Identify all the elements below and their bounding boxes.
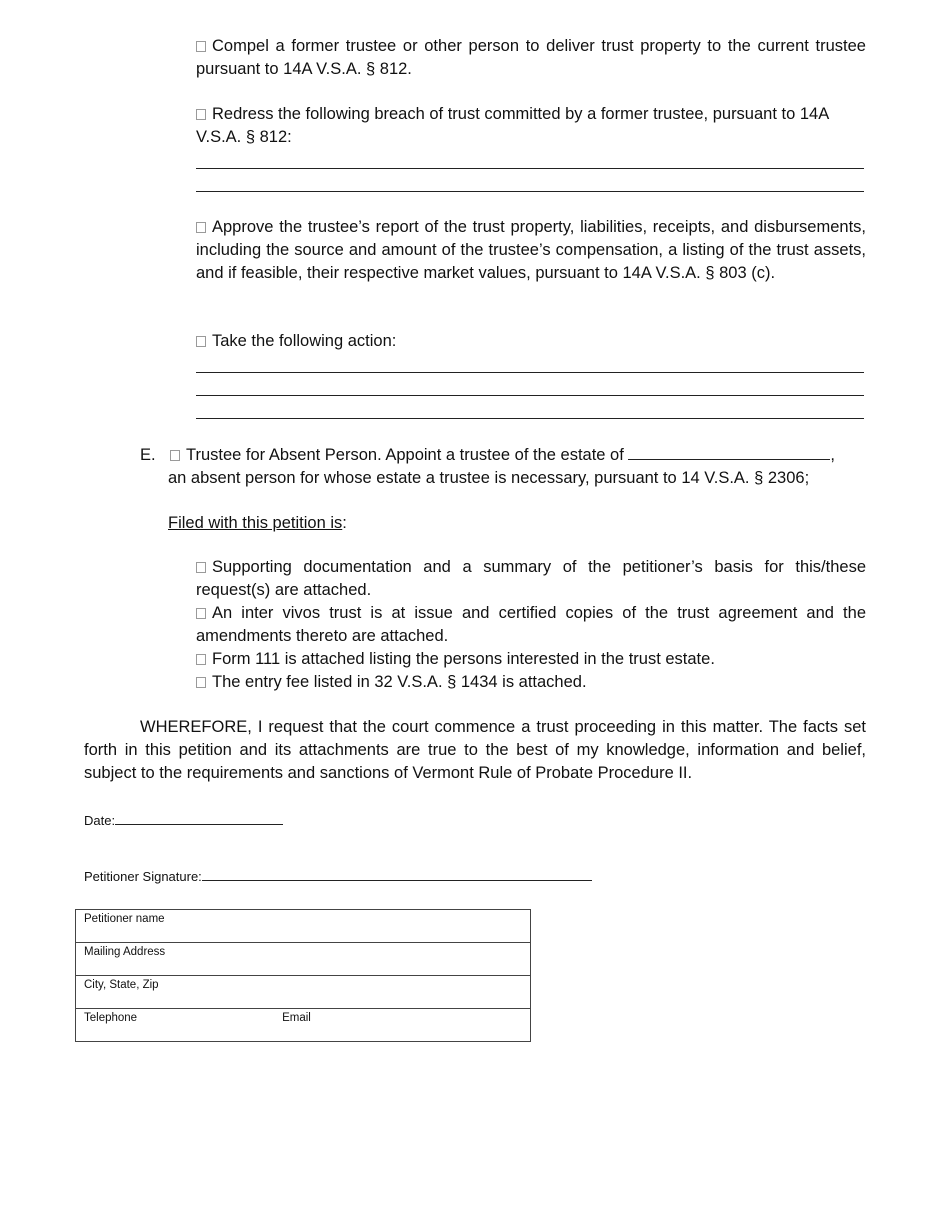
option-compel (196, 35, 866, 81)
filed-item-inter-vivos (196, 602, 866, 648)
form-111-checkbox[interactable] (196, 654, 206, 665)
redress-line-1[interactable] (196, 168, 864, 169)
filed-item-text: Form 111 is attached listing the persons interested in the trust estate. (212, 650, 715, 668)
section-e-letter: E. (140, 446, 156, 464)
entry-fee-checkbox[interactable] (196, 677, 206, 688)
action-line-1[interactable] (196, 372, 864, 373)
absent-person-name-field[interactable] (628, 444, 830, 460)
compel-checkbox[interactable] (196, 41, 206, 52)
section-e-text-b: an absent person for whose estate a trustee is necessary, pursuant to 14 V.S.A. § 2306; (168, 469, 810, 487)
date-label: Date: (84, 813, 116, 828)
option-take-action (196, 330, 866, 353)
option-approve-text: Approve the trustee’s report of the trust property, liabilities, receipts, and disbursements, including the source and amount of the trustee’s compensation, a listing of the trust assets, and if feasible, their respective market values, pursuant to 14A V.S.A. § 803 (c). (196, 218, 866, 282)
petitioner-name-label: Petitioner name (84, 913, 165, 925)
filed-item-form-111 (196, 648, 866, 671)
city-state-zip-label: City, State, Zip (84, 979, 159, 991)
filed-heading-text: Filed with this petition is (168, 514, 343, 532)
filed-item-entry-fee (196, 671, 866, 694)
section-e-comma: , (830, 446, 836, 464)
approve-checkbox[interactable] (196, 222, 206, 233)
signature-field[interactable] (202, 868, 592, 881)
table-row (76, 1009, 531, 1042)
take-action-checkbox[interactable] (196, 336, 206, 347)
table-row (76, 943, 531, 976)
petitioner-info-table (75, 909, 531, 1042)
telephone-label: Telephone (84, 1012, 138, 1024)
action-line-3[interactable] (196, 418, 864, 419)
supporting-doc-checkbox[interactable] (196, 562, 206, 573)
table-row (76, 910, 531, 943)
option-redress-text: Redress the following breach of trust committed by a former trustee, pursuant to 14A V.S.A. § 812: (196, 105, 829, 146)
city-state-zip-cell[interactable] (76, 976, 531, 1009)
telephone-email-cell[interactable] (76, 1009, 531, 1042)
date-row (84, 812, 283, 829)
redress-checkbox[interactable] (196, 109, 206, 120)
filed-heading (168, 512, 347, 535)
filed-heading-colon: : (342, 514, 347, 532)
section-e-text-a: Trustee for Absent Person. Appoint a trustee of the estate of (186, 446, 624, 464)
action-line-2[interactable] (196, 395, 864, 396)
section-e (140, 444, 870, 467)
option-compel-text: Compel a former trustee or other person to deliver trust property to the current trustee pursuant to 14A V.S.A. § 812. (196, 37, 866, 78)
email-label: Email (282, 1012, 311, 1024)
option-redress (196, 103, 866, 149)
option-approve (196, 216, 866, 285)
filed-item-text: Supporting documentation and a summary of the petitioner’s basis for this/these request(s) are attached. (196, 558, 866, 599)
mailing-address-cell[interactable] (76, 943, 531, 976)
section-e-checkbox[interactable] (170, 450, 180, 461)
mailing-address-label: Mailing Address (84, 946, 166, 958)
inter-vivos-checkbox[interactable] (196, 608, 206, 619)
filed-item-text: The entry fee listed in 32 V.S.A. § 1434 is attached. (212, 673, 587, 691)
signature-label: Petitioner Signature: (84, 869, 202, 884)
section-e-continuation (168, 467, 868, 490)
date-field[interactable] (115, 812, 283, 825)
petitioner-name-cell[interactable] (76, 910, 531, 943)
filed-item-text: An inter vivos trust is at issue and certified copies of the trust agreement and the amendments thereto are attached. (196, 604, 866, 645)
redress-line-2[interactable] (196, 191, 864, 192)
signature-row (84, 868, 592, 885)
table-row (76, 976, 531, 1009)
wherefore-paragraph: WHEREFORE, I request that the court commence a trust proceeding in this matter. The facts set forth in this petition and its attachments are true to the best of my knowledge, information and belief, subject to the requirements and sanctions of Vermont Rule of Probate Procedure II. (84, 718, 866, 782)
option-take-action-text: Take the following action: (212, 332, 397, 350)
filed-item-supporting (196, 556, 866, 602)
